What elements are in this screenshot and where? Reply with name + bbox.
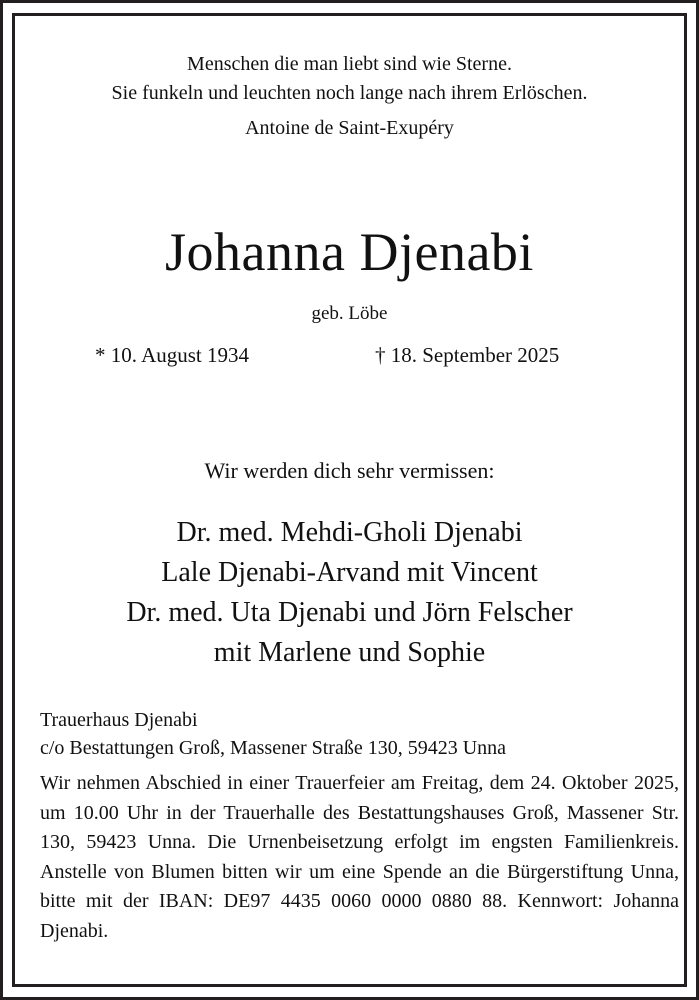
death-date <box>375 341 559 369</box>
mourning-house-address <box>40 706 506 762</box>
birth-date-text: 10. August 1934 <box>110 343 250 367</box>
quote-line-1: Menschen die man liebt sind wie Sterne. <box>187 53 512 75</box>
inner-border <box>12 13 687 987</box>
death-date-text: 18. September 2025 <box>390 343 560 367</box>
quote-line-2: Sie funkeln und leuchten noch lange nach ihrem Erlöschen. <box>111 82 588 104</box>
funeral-notice-text: Wir nehmen Abschied in einer Trauerfeier am Freitag, dem 24. Oktober 2025, um 10.00 Uhr in der Trauerhalle des Bestattungshauses Groß, Massener Str. 130, 59423 Unna. Die Urnenbeisetzung erfolgt im engsten Familienkreis. Anstelle von Blumen bitten wir um eine Spende an die Bürgerstiftung Unna, bitte mit der IBAN: DE97 4435 0060 0000 0880 88. Kennwort: Johanna Djenabi. <box>40 772 679 942</box>
address-line-2: c/o Bestattungen Groß, Massener Straße 130, 59423 Unna <box>40 737 507 759</box>
mourner-line: Dr. med. Uta Djenabi und Jörn Felscher <box>126 597 573 628</box>
address-line-1: Trauerhaus Djenabi <box>40 709 198 731</box>
death-cross-icon: † <box>375 343 386 367</box>
mourner-line: Lale Djenabi-Arvand mit Vincent <box>161 557 538 588</box>
deceased-name: Johanna Djenabi <box>165 222 534 282</box>
mourners-list <box>15 513 684 673</box>
birth-name: geb. Löbe <box>311 303 388 324</box>
mourners-intro: Wir werden dich sehr vermissen: <box>204 458 495 483</box>
quote-author: Antoine de Saint-Exupéry <box>245 117 454 139</box>
quote-block <box>15 50 684 108</box>
mourner-line: mit Marlene und Sophie <box>213 637 486 668</box>
birth-date <box>95 341 249 369</box>
birth-star-icon: * <box>95 343 106 367</box>
mourner-line: Dr. med. Mehdi-Gholi Djenabi <box>176 517 523 548</box>
